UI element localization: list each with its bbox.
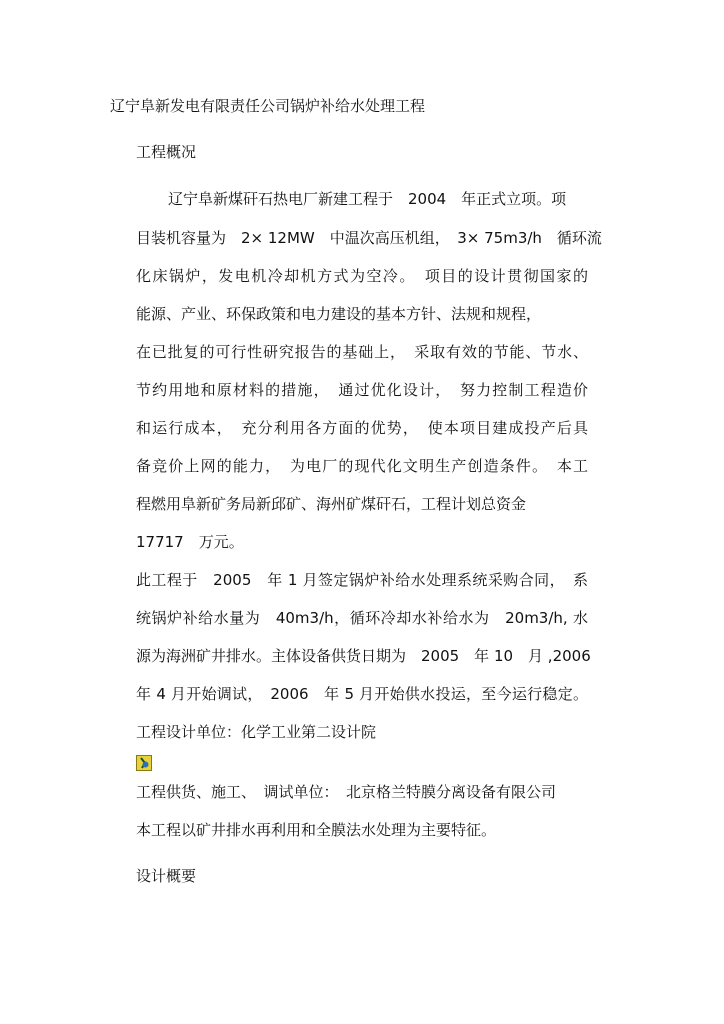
paragraph-line: 在已批复的可行性研究报告的基础上， 采取有效的节能、节水、 — [136, 343, 588, 361]
paragraph-line: 辽宁阜新煤矸石热电厂新建工程于 2004 年正式立项。项 — [168, 190, 567, 208]
paragraph-line: 源为海洲矿井排水。主体设备供货日期为 2005 年 10 月 ,2006 — [136, 647, 591, 665]
paragraph-line: 和运行成本， 充分利用各方面的优势， 使本项目建成投产后具 — [136, 419, 588, 437]
paragraph-line: 17717 万元。 — [136, 533, 244, 551]
paragraph-line: 化床锅炉，发电机冷却机方式为空冷。 项目的设计贯彻国家的 — [136, 267, 588, 285]
paragraph-line: 统锅炉补给水量为 40m3/h，循环冷却水补给水为 20m3/h, 水 — [136, 609, 588, 627]
feature-line: 本工程以矿井排水再利用和全膜法水处理为主要特征。 — [136, 821, 497, 839]
paragraph-line: 备竞价上网的能力， 为电厂的现代化文明生产创造条件。 本工 — [136, 457, 588, 475]
paragraph-line: 此工程于 2005 年 1 月签定锅炉补给水处理系统采购合同， 系 — [136, 571, 588, 589]
document-title: 辽宁阜新发电有限责任公司锅炉补给水处理工程 — [110, 97, 426, 115]
attachment-icon[interactable] — [136, 755, 152, 771]
section-heading-design: 设计概要 — [136, 867, 197, 885]
paragraph-line: 能源、产业、环保政策和电力建设的基本方针、法规和规程， — [136, 305, 542, 323]
supplier-line: 工程供货、施工、 调试单位： 北京格兰特膜分离设备有限公司 — [136, 783, 557, 801]
paragraph-line: 目装机容量为 2× 12MW 中温次高压机组， 3× 75m3/h 循环流 — [136, 229, 602, 247]
paragraph-line: 年 4 月开始调试， 2006 年 5 月开始供水投运，至今运行稳定。 — [136, 685, 588, 703]
design-unit-line: 工程设计单位：化学工业第二设计院 — [136, 723, 377, 741]
section-heading-overview: 工程概况 — [136, 143, 197, 161]
paragraph-line: 程燃用阜新矿务局新邱矿、海州矿煤矸石，工程计划总资金 — [136, 495, 527, 513]
paragraph-line: 节约用地和原材料的措施， 通过优化设计， 努力控制工程造价 — [136, 381, 588, 399]
